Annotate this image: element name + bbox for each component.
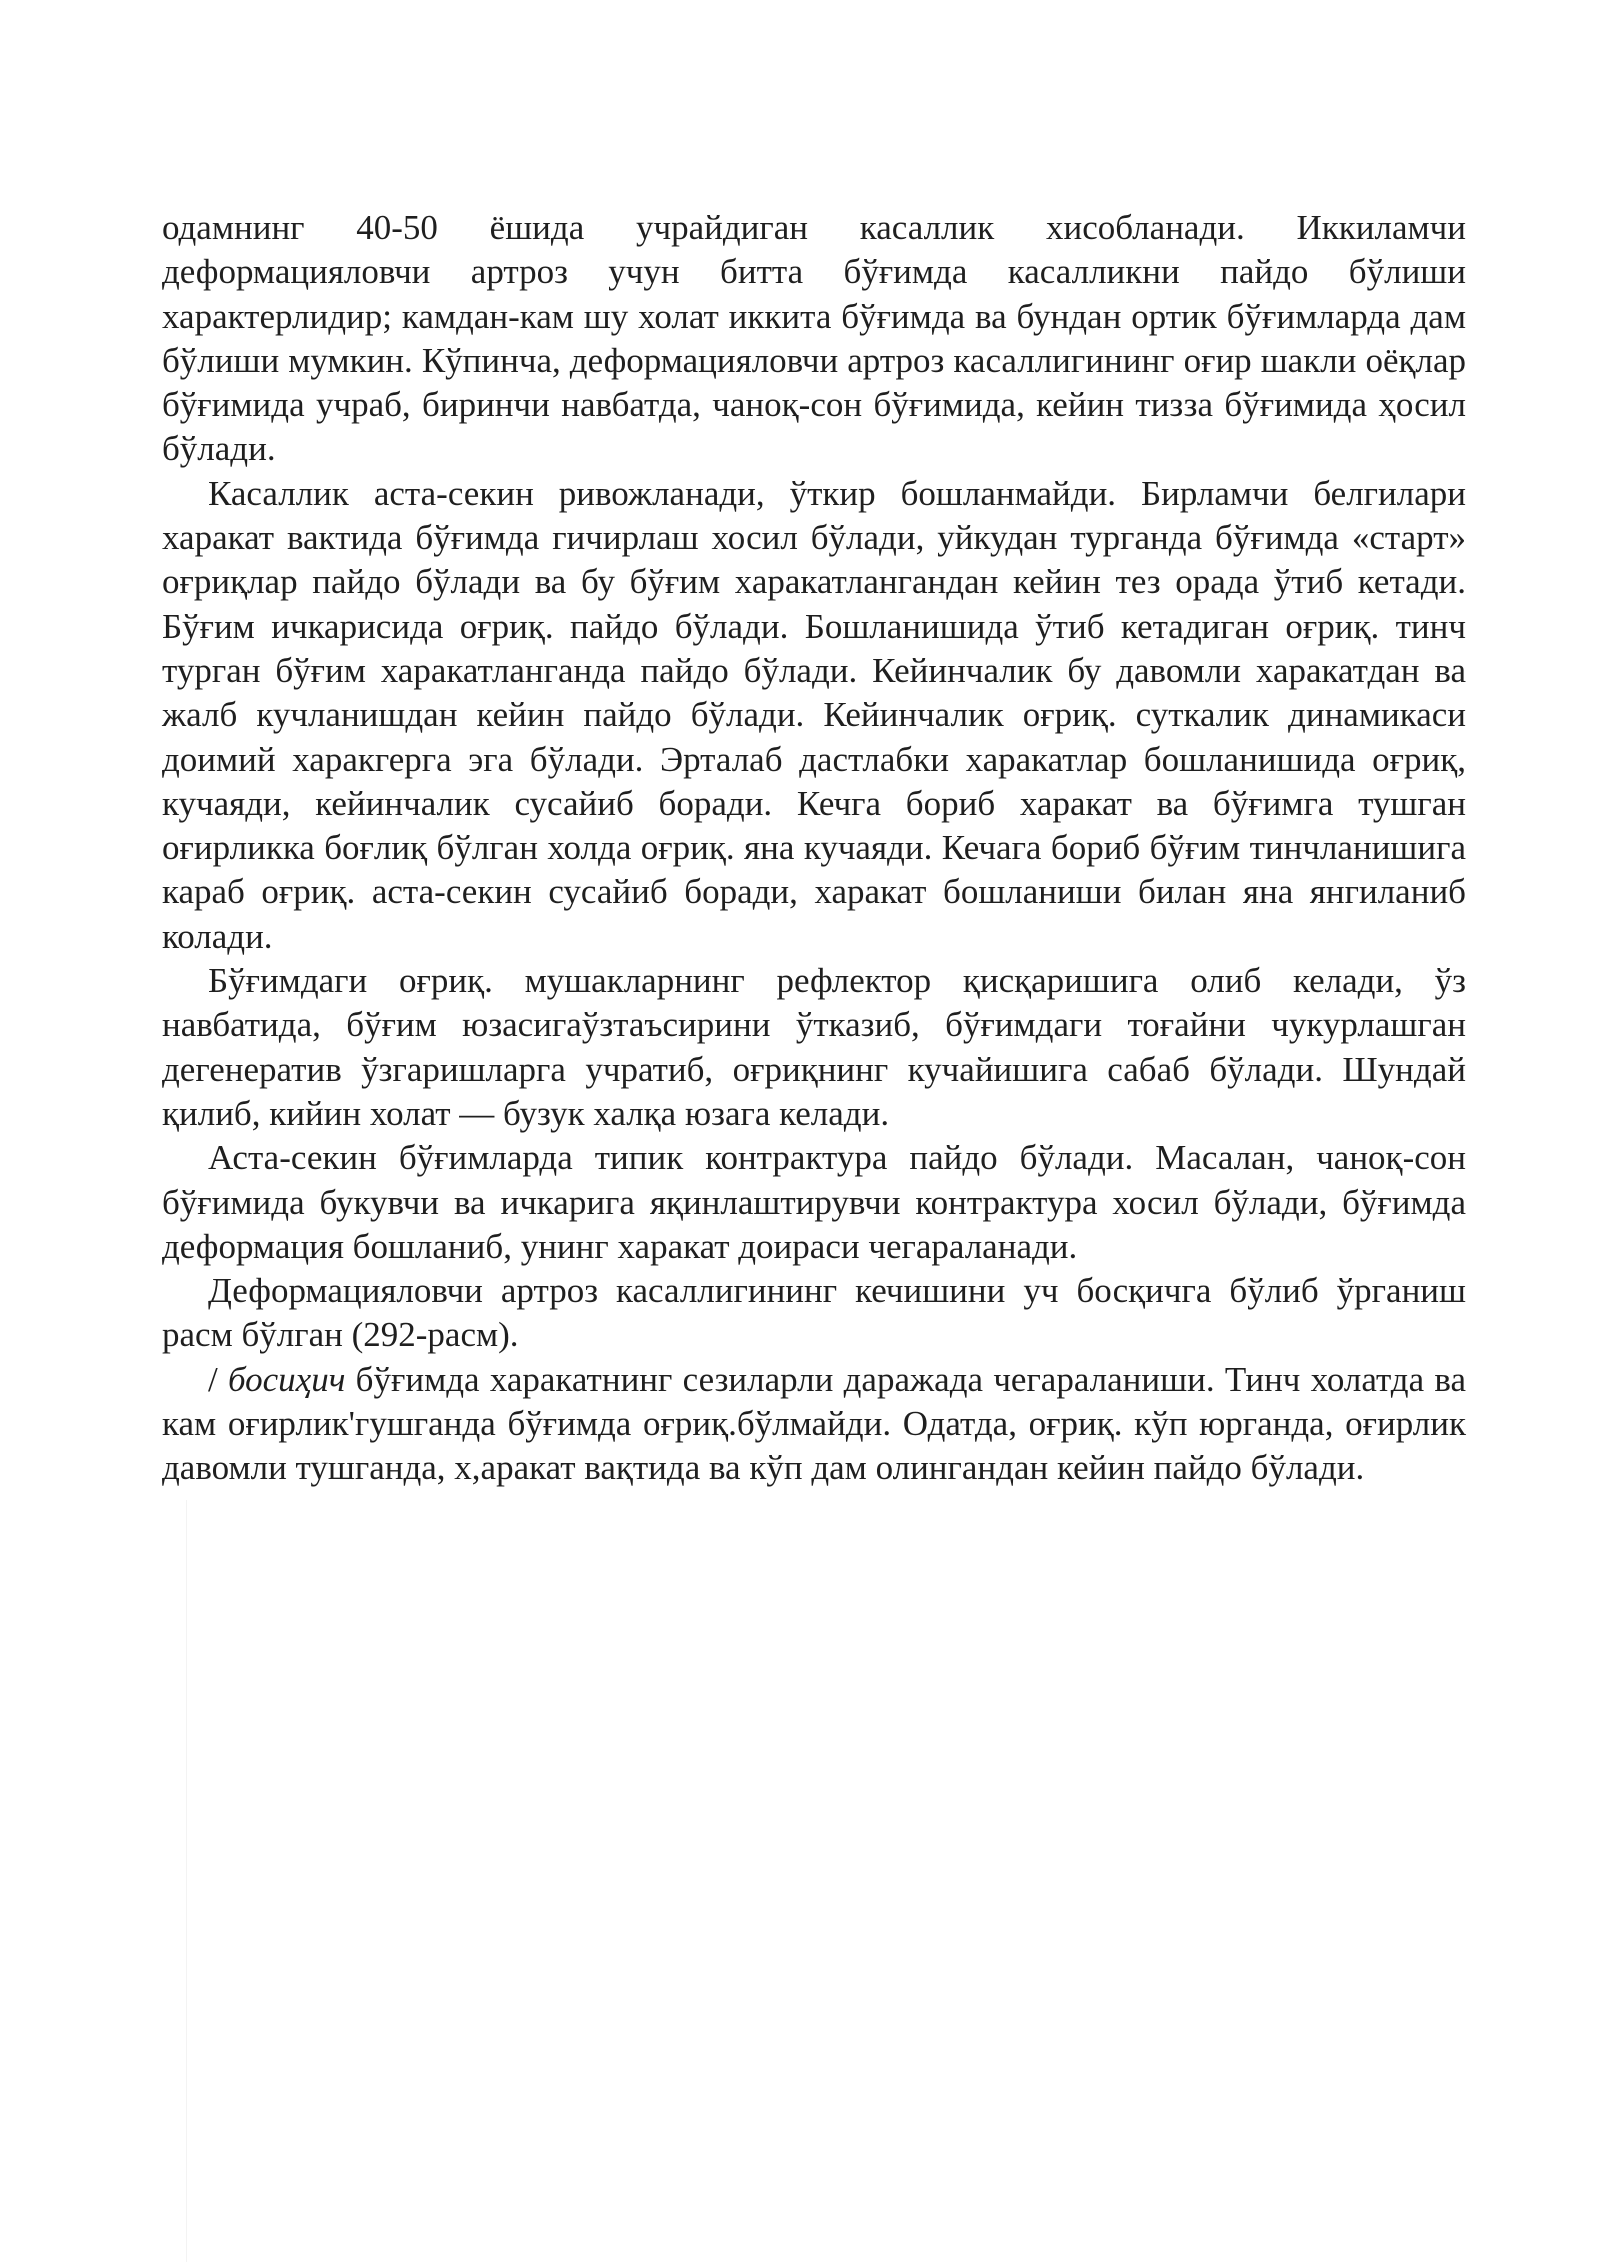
paragraph-3: Бўғимдаги оғриқ. мушакларнинг рефлектор қисқаришига олиб келади, ўз навбатида, бўғим юзасигаўзтаъсирини ўтказиб, бўғимдаги тоғайни чукурлашган дегенератив ўзгаришларга учратиб, оғриқнинг кучайишига сабаб бўлади. Шундай қилиб, кийин холат — бузук халқа юзага келади. xyxy=(162,961,1466,1133)
paragraph-6 xyxy=(162,1358,1466,1491)
paragraph-2: Касаллик аста-секин ривожланади, ўткир бошланмайди. Бирламчи белгилари харакат вактида бўғимда гичирлаш хосил бўлади, уйкудан турганда бўғимда «старт» оғриқлар пайдо бўлади ва бу бўғим харакатлангандан кейин тез орада ўтиб кетади. Бўғим ичкарисида оғриқ. пайдо бўлади. Бошланишида ўтиб кетадиган оғриқ. тинч турган бўғим харакатланганда пайдо бўлади. Кейинчалик бу давомли харакатдан ва жалб кучланишдан кейин пайдо бўлади. Кейинчалик оғриқ. суткалик динамикаси доимий харакгерга эга бўлади. Эрталаб дастлабки харакатлар бошланишида оғриқ, кучаяди, кейинчалик сусайиб боради. Кечга бориб харакат ва бўғимга тушган оғирликка боғлиқ бўлган холда оғриқ. яна кучаяди. Кечага бориб бўғим тинчланишига караб оғриқ. аста-секин сусайиб боради, харакат бошланиши билан яна янгиланиб колади. xyxy=(162,473,1466,956)
body-text xyxy=(162,206,1466,1491)
stage-description: бўғимда харакатнинг сезиларли даражада чегараланиши. Тинч холатда ва кам оғирлик'гушганда бўғимда оғриқ.бўлмайди. Одатда, оғриқ. кўп юрганда, оғирлик давомли тушганда, х,аракат вақтида ва кўп дам олингандан кейин пайдо бўлади. xyxy=(162,1359,1467,1488)
stage-term: босиҳич xyxy=(228,1359,346,1399)
paragraph-1: одамнинг 40-50 ёшида учрайдиган касаллик хисобланади. Иккиламчи деформацияловчи артроз учун битта бўғимда касалликни пайдо бўлиши характерлидир; камдан-кам шу холат иккита бўғимда ва бундан ортик бўғимларда дам бўлиши мумкин. Кўпинча, деформацияловчи артроз касаллигининг оғир шакли оёқлар бўғимида учраб, биринчи навбатда, чаноқ-сон бўғимида, кейин тизза бўғимида ҳосил бўлади. xyxy=(162,208,1466,469)
paragraph-5: Деформацияловчи артроз касаллигининг кечишини уч босқичга бўлиб ўрганиш расм бўлган (292-расм). xyxy=(162,1271,1466,1355)
stage-prefix: / xyxy=(208,1359,228,1399)
paragraph-4: Аста-секин бўғимларда типик контрактура пайдо бўлади. Масалан, чаноқ-сон бўғимида букувчи ва ичкарига яқинлаштирувчи контрактура хосил бўлади, бўғимда деформация бошланиб, унинг харакат доираси чегараланади. xyxy=(162,1138,1466,1266)
page-edge-shadow xyxy=(186,1500,187,2262)
